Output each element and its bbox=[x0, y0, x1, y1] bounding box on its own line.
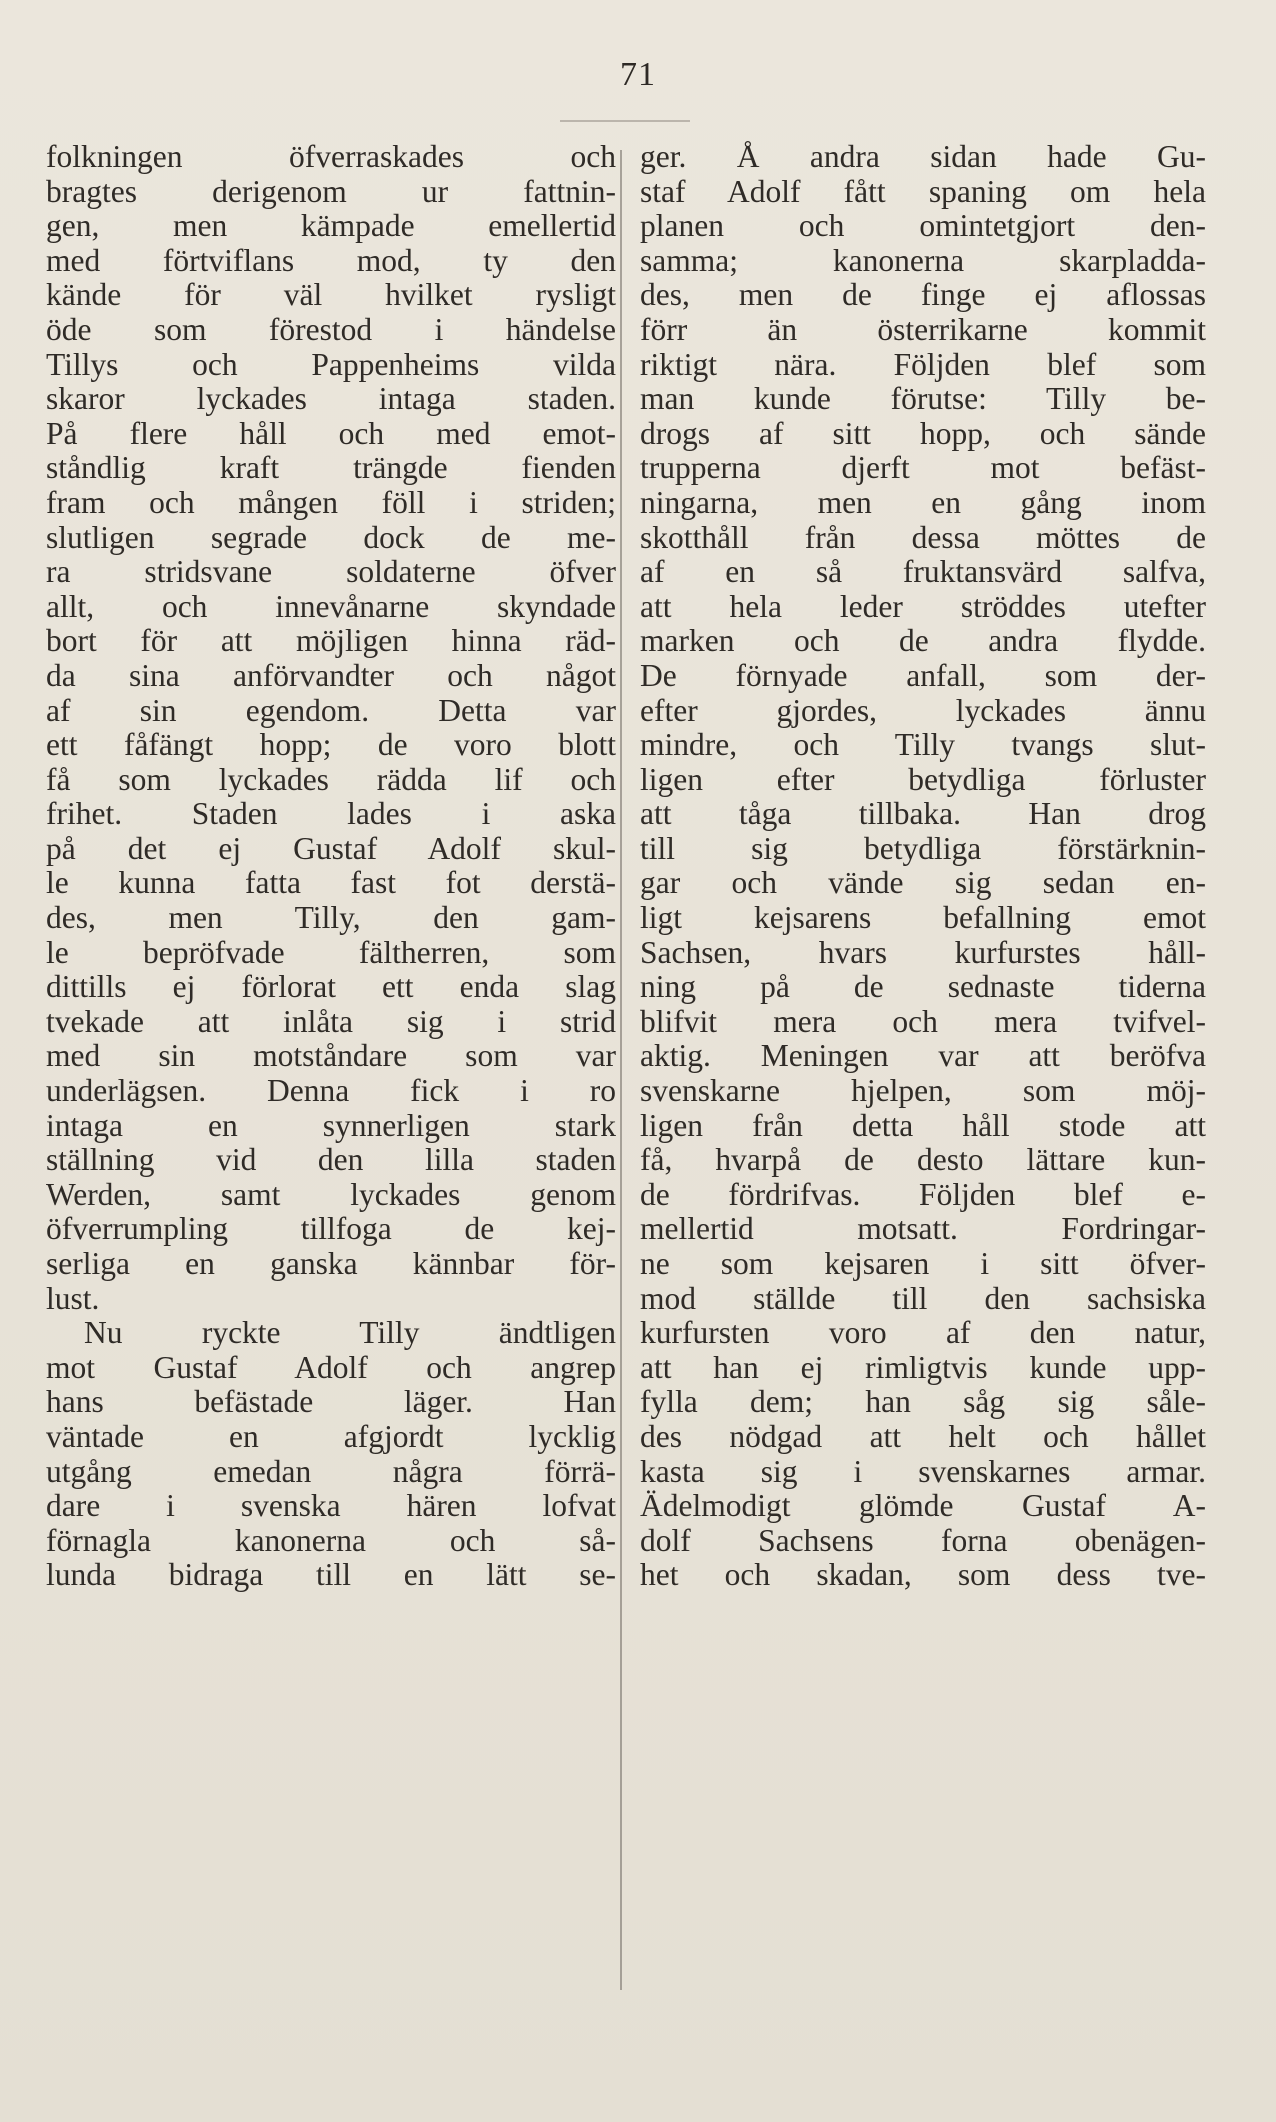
text-line: marken och de andra flydde. bbox=[640, 624, 1206, 659]
text-line: ståndlig kraft trängde fienden bbox=[46, 451, 616, 486]
page-number: 71 bbox=[620, 56, 656, 93]
text-line: staf Adolf fått spaning om hela bbox=[640, 174, 1206, 209]
text-line: få som lyckades rädda lif och bbox=[46, 762, 616, 797]
text-line: Ädelmodigt glömde Gustaf A- bbox=[640, 1489, 1206, 1524]
header-rule bbox=[560, 120, 690, 122]
text-line: ett fåfängt hopp; de voro blott bbox=[46, 728, 616, 763]
text-line: kasta sig i svenskarnes armar. bbox=[640, 1454, 1206, 1489]
text-line: intaga en synnerligen stark bbox=[46, 1108, 616, 1143]
text-line: få, hvarpå de desto lättare kun- bbox=[640, 1143, 1206, 1178]
text-line: bragtes derigenom ur fattnin- bbox=[46, 174, 616, 209]
text-line: mellertid motsatt. Fordringar- bbox=[640, 1212, 1206, 1247]
text-line: dittills ej förlorat ett enda slag bbox=[46, 970, 616, 1005]
text-line: ligen från detta håll stode att bbox=[640, 1108, 1206, 1143]
text-line: da sina anförvandter och något bbox=[46, 658, 616, 693]
text-line: att han ej rimligtvis kunde upp- bbox=[640, 1350, 1206, 1385]
text-line: förr än österrikarne kommit bbox=[640, 312, 1206, 347]
text-line: ning på de sednaste tiderna bbox=[640, 970, 1206, 1005]
left-text-column bbox=[46, 140, 616, 1593]
text-line: des nödgad att helt och hållet bbox=[640, 1419, 1206, 1454]
text-line: ne som kejsaren i sitt öfver- bbox=[640, 1247, 1206, 1281]
text-line: mot Gustaf Adolf och angrep bbox=[46, 1350, 616, 1385]
text-line: dolf Sachsens forna obenägen- bbox=[640, 1523, 1206, 1558]
text-line: le bepröfvade fältherren, som bbox=[46, 935, 616, 970]
text-line: lunda bidraga till en lätt se- bbox=[46, 1558, 616, 1593]
text-line: att tåga tillbaka. Han drog bbox=[640, 797, 1206, 832]
text-line: Tillys och Pappenheims vilda bbox=[46, 347, 616, 382]
text-line: Werden, samt lyckades genom bbox=[46, 1177, 616, 1212]
text-line: allt, och innevånarne skyndade bbox=[46, 589, 616, 624]
text-line: svenskarne hjelpen, som möj- bbox=[640, 1074, 1206, 1109]
text-line: underlägsen. Denna fick i ro bbox=[46, 1074, 616, 1109]
text-line: frihet. Staden lades i aska bbox=[46, 797, 616, 832]
text-line: af sin egendom. Detta var bbox=[46, 693, 616, 728]
text-line: ningarna, men en gång inom bbox=[640, 485, 1206, 520]
text-line: väntade en afgjordt lycklig bbox=[46, 1419, 616, 1454]
text-line: af en så fruktansvärd salfva, bbox=[640, 555, 1206, 590]
text-line: kände för väl hvilket rysligt bbox=[46, 278, 616, 313]
text-line: fram och mången föll i striden; bbox=[46, 485, 616, 520]
text-line: till sig betydliga förstärknin- bbox=[640, 831, 1206, 866]
text-line: serliga en ganska kännbar för- bbox=[46, 1247, 616, 1281]
text-line: ra stridsvane soldaterne öfver bbox=[46, 555, 616, 590]
text-line: gar och vände sig sedan en- bbox=[640, 866, 1206, 901]
text-line: öde som förestod i händelse bbox=[46, 312, 616, 347]
text-line: På flere håll och med emot- bbox=[46, 416, 616, 451]
text-line: ligt kejsarens befallning emot bbox=[640, 901, 1206, 936]
text-line: ligen efter betydliga förluster bbox=[640, 762, 1206, 797]
text-line: lust. bbox=[46, 1281, 100, 1316]
column-divider bbox=[620, 150, 622, 1990]
text-line: De förnyade anfall, som der- bbox=[640, 658, 1206, 693]
text-line: gen, men kämpade emellertid bbox=[46, 209, 616, 244]
text-line: blifvit mera och mera tvifvel- bbox=[640, 1004, 1206, 1039]
text-line: dare i svenska hären lofvat bbox=[46, 1489, 616, 1524]
text-line: med sin motståndare som var bbox=[46, 1039, 616, 1074]
text-line: slutligen segrade dock de me- bbox=[46, 520, 616, 555]
text-line: riktigt nära. Följden blef som bbox=[640, 347, 1206, 382]
right-text-column bbox=[640, 140, 1206, 1593]
text-line: le kunna fatta fast fot derstä- bbox=[46, 866, 616, 901]
text-line: ställning vid den lilla staden bbox=[46, 1143, 616, 1178]
text-line: mod ställde till den sachsiska bbox=[640, 1281, 1206, 1316]
text-line: folkningen öfverraskades och bbox=[46, 140, 616, 174]
text-line: trupperna djerft mot befäst- bbox=[640, 451, 1206, 486]
text-line: drogs af sitt hopp, och sände bbox=[640, 416, 1206, 451]
text-line: tvekade att inlåta sig i strid bbox=[46, 1004, 616, 1039]
text-line: des, men de finge ej aflossas bbox=[640, 278, 1206, 313]
text-line: skotthåll från dessa möttes de bbox=[640, 520, 1206, 555]
text-line: efter gjordes, lyckades ännu bbox=[640, 693, 1206, 728]
text-line: de fördrifvas. Följden blef e- bbox=[640, 1177, 1206, 1212]
text-line: het och skadan, som dess tve- bbox=[640, 1558, 1206, 1593]
text-line: förnagla kanonerna och så- bbox=[46, 1523, 616, 1558]
text-line: kurfursten voro af den natur, bbox=[640, 1316, 1206, 1351]
text-line: des, men Tilly, den gam- bbox=[46, 901, 616, 936]
text-line: fylla dem; han såg sig såle- bbox=[640, 1385, 1206, 1420]
text-line: Sachsen, hvars kurfurstes håll- bbox=[640, 935, 1206, 970]
text-line: med förtviflans mod, ty den bbox=[46, 243, 616, 278]
text-line: hans befästade läger. Han bbox=[46, 1385, 616, 1420]
text-line: planen och omintetgjort den- bbox=[640, 209, 1206, 244]
text-line: skaror lyckades intaga staden. bbox=[46, 382, 616, 417]
text-line: öfverrumpling tillfoga de kej- bbox=[46, 1212, 616, 1247]
text-line: samma; kanonerna skarpladda- bbox=[640, 243, 1206, 278]
text-line: att hela leder ströddes utefter bbox=[640, 589, 1206, 624]
text-line: ger. Å andra sidan hade Gu- bbox=[640, 140, 1206, 174]
text-line: utgång emedan några förrä- bbox=[46, 1454, 616, 1489]
text-line: Nu ryckte Tilly ändtligen bbox=[84, 1316, 616, 1351]
text-line: aktig. Meningen var att beröfva bbox=[640, 1039, 1206, 1074]
text-line: på det ej Gustaf Adolf skul- bbox=[46, 831, 616, 866]
text-line: man kunde förutse: Tilly be- bbox=[640, 382, 1206, 417]
text-line: mindre, och Tilly tvangs slut- bbox=[640, 728, 1206, 763]
text-line: bort för att möjligen hinna räd- bbox=[46, 624, 616, 659]
